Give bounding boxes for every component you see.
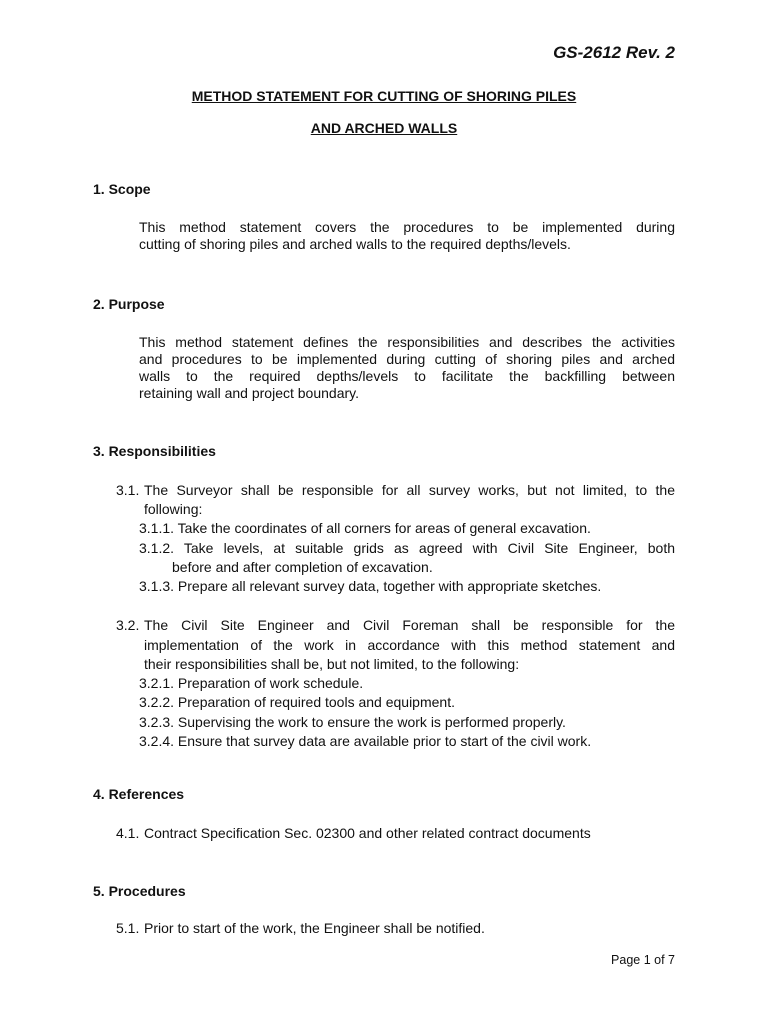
item-3-2-4: 3.2.4. Ensure that survey data are available prior to start of the civil work. [139, 733, 592, 749]
item-number-4-1: 4.1. [116, 825, 140, 841]
item-number-5-1: 5.1. [116, 920, 140, 936]
item-3-1-1: 3.1.1. Take the coordinates of all corners for areas of general excavation. [139, 520, 591, 536]
item-3-2-line: The Civil Site Engineer and Civil Foreman shall be responsible for the [144, 617, 675, 633]
document-title-line-2: AND ARCHED WALLS [310, 120, 458, 136]
item-3-1-line: following: [144, 501, 203, 517]
item-5-1: Prior to start of the work, the Engineer shall be notified. [144, 920, 485, 936]
document-id: GS-2612 Rev. 2 [553, 43, 675, 62]
item-3-1-2-line: 3.1.2. Take levels, at suitable grids as agreed with Civil Site Engineer, both [139, 540, 675, 556]
page-number: Page 1 of 7 [611, 953, 675, 967]
scope-line: cutting of shoring piles and arched walls to the required depths/levels. [139, 236, 571, 252]
item-4-1: Contract Specification Sec. 02300 and other related contract documents [144, 825, 591, 841]
purpose-paragraph [139, 334, 675, 402]
item-3-2-1: 3.2.1. Preparation of work schedule. [139, 675, 364, 691]
section-heading-responsibilities: 3. Responsibilities [93, 443, 216, 459]
item-3-1-2-line: before and after completion of excavation. [172, 559, 433, 575]
purpose-line: retaining wall and project boundary. [139, 385, 359, 401]
document-title-line-1: METHOD STATEMENT FOR CUTTING OF SHORING PILES [191, 88, 577, 104]
item-3-1-line: The Surveyor shall be responsible for all survey works, but not limited, to the [144, 482, 675, 498]
item-3-2-2: 3.2.2. Preparation of required tools and equipment. [139, 694, 455, 710]
item-3-1-3: 3.1.3. Prepare all relevant survey data, together with appropriate sketches. [139, 578, 602, 594]
section-heading-references: 4. References [93, 786, 185, 802]
purpose-line: and procedures to be implemented during cutting of shoring piles and arched [139, 351, 675, 367]
section-heading-scope: 1. Scope [93, 181, 151, 197]
purpose-line: This method statement defines the responsibilities and describes the activities [139, 334, 675, 350]
section-heading-procedures: 5. Procedures [93, 883, 186, 899]
section-heading-purpose: 2. Purpose [93, 296, 165, 312]
item-number-3-2: 3.2. [116, 617, 140, 633]
scope-line: This method statement covers the procedures to be implemented during [139, 219, 675, 235]
item-3-2-3: 3.2.3. Supervising the work to ensure the work is performed properly. [139, 714, 566, 730]
item-3-2-line: implementation of the work in accordance with this method statement and [144, 637, 675, 653]
purpose-line: walls to the required depths/levels to facilitate the backfilling between [139, 368, 675, 384]
scope-paragraph [139, 219, 675, 253]
item-3-2-line: their responsibilities shall be, but not limited, to the following: [144, 656, 520, 672]
item-number-3-1: 3.1. [116, 482, 140, 498]
